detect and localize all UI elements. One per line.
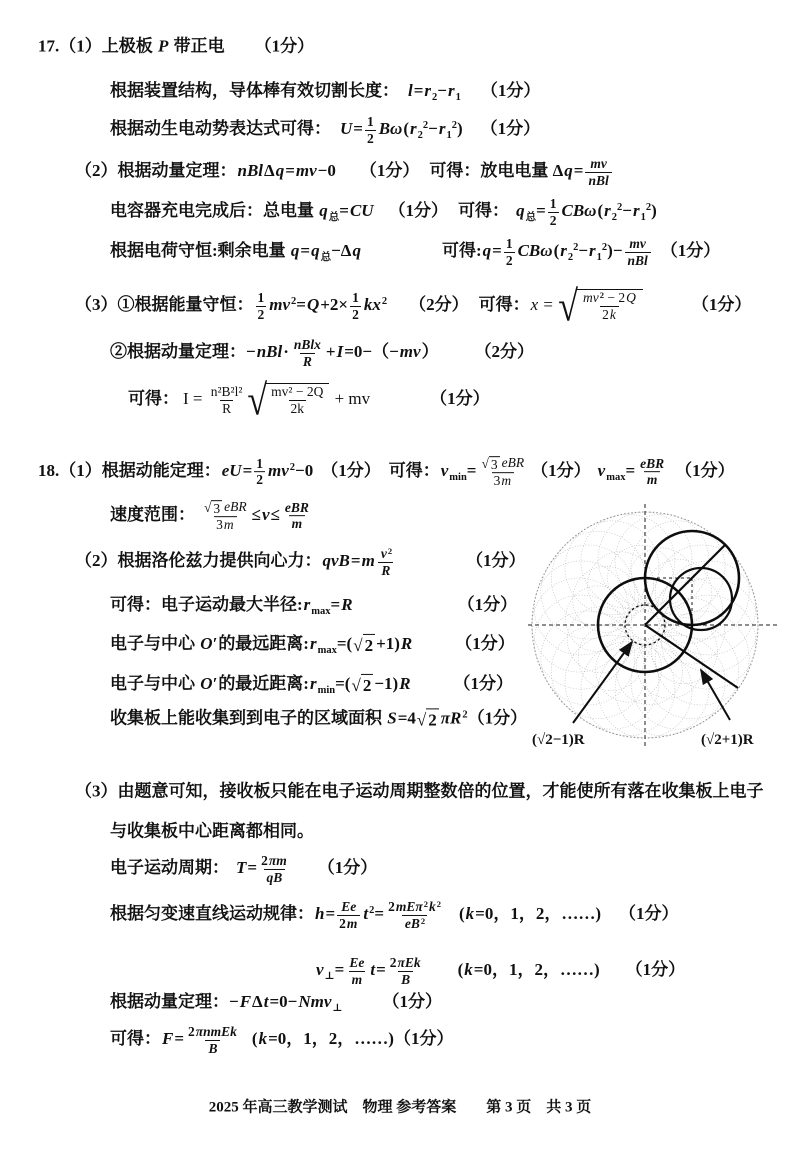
line-18-3d: 根据匀变速直线运动规律：h= $\frac{Ee}{2m}$ $t^2=$ $\frac{2mE\pi^2k^2}{eB^2}$ (k=0，1，2，……) （1分） [110,898,679,931]
line-18-2b: 可得：电子运动最大半径$:r_{max}=R$ （1分） [110,594,518,617]
line-17-3b: ②根据动量定理：−nBl· $\frac{\text{nBlx}}{R}$ +I=0−（−mv） （2分） [110,336,535,369]
faint-trajectory-circle [534,561,628,655]
line-17-2b: 电容器充电完成后：总电量 $q_总=CU$ （1分） 可得： $q_总=$ $\frac{1}{2}$ $CB\omega(r_2^2-r_1^2)$ [110,195,657,228]
line-17-2c: 根据电荷守恒:剩余电量 $q=q_总-\Delta q$ 可得:q= $\frac{1}{2}$ $CB\omega(r_2^2-r_1^2)-$ $\frac{mv}{\text{nBl}}$ （1分） [110,235,721,268]
line-17-3a: （3）①根据能量守恒： $\frac{1}{2}$ $mv^2=Q+2\times$ $\frac{1}{2}$ $kx^2$ （2分） 可得：x = √ $\frac{mv^2 - 2Q}{2k}$ （1分） [75,282,752,330]
line-17-1b: 根据装置结构，导体棒有效切割长度： $l=r_2-r_1$ （1分） [110,80,541,103]
line-17-2a: （2）根据动量定理：nBlΔq=mv−0 （1分） 可得：放电电量 Δq= $\frac{mv}{\text{nBl}}$ [75,156,614,188]
line-18-3e: $v_\perp=$ $\frac{Ee}{m}$ t= $\frac{\text{2πEk}}{B}$ (k=0，1，2，……) （1分） [316,954,686,987]
line-18-1b: 速度范围： √ 3 eBR 3m ≤v≤ $\frac{\text{eBR}}{m}$ [110,499,309,533]
label-pointer-arrow [573,642,632,723]
line-17-3c: 可得： I = $\frac{\text{n²B²l²}}{R}$ √ $\frac{\text{mv² − 2Q}}{2k}$ + mv （1分） [128,376,490,424]
line-18-3g: 可得：F= $\frac{\text{2πnmEk}}{B}$ (k=0，1，2，……)（1分） [110,1023,454,1056]
line-17-1c: 根据动生电动势表达式可得： U= $\frac{1}{2}$ $B\omega(r_2^2-r_1^2)$ （1分） [110,113,541,146]
line-18-1a: 18.（1）根据动能定理：eU= $\frac{1}{2}$ $mv^2-0$ （1分） 可得：$v_{min}=$ √ 3 eBR 3m （1分） $v_{max}=$ $\frac{\text{eBR}}{m}$ （1分） [38,455,735,489]
faint-trajectory-circle [581,514,675,608]
label-min-distance: (√2−1)R [532,732,585,748]
line-18-2a: （2）根据洛伦兹力提供向心力：qvB=m $\frac{v^2}{R}$ （1分） [75,545,526,578]
faint-trajectory-circle [662,561,756,655]
page-footer: 2025 年高三教学测试 物理 参考答案 第 3 页 共 3 页 [208,1099,592,1116]
line-18-3b: 与收集板中心距离都相同。 [110,821,314,841]
line-18-3f: 根据动量定理：−FΔt=0−Nmv$_\perp$ （1分） [110,991,442,1014]
faint-trajectory-circle [615,514,709,608]
faint-trajectory-circle [534,595,628,689]
line-18-2e: 收集板上能收集到到电子的区域面积 S=4 √ 2 $\pi R^2(1$分） [110,708,528,730]
line-17-1a: 17.（1）上极板 P 带正电 （1分） [38,36,315,56]
label-max-distance: (√2+1)R [701,732,754,748]
line-18-2d: 电子与中心 O′的最近距离$:r_{min}=$( √ 2 −1)R （1分） [110,673,514,696]
label-pointer-arrow [701,670,730,720]
radius-line [645,545,725,625]
line-18-2c: 电子与中心 O′的最远距离$:r_{max}=$( √ 2 +1)R （1分） [110,633,515,656]
electron-trajectory-figure [520,496,790,758]
line-18-3c: 电子运动周期： T= $\frac{2\pi m}{qB}$ （1分） [110,852,378,885]
line-18-3a: （3）由题意可知，接收板只能在电子运动周期整数倍的位置，才能使所有落在收集板上电子 [75,781,764,801]
faint-trajectory-circle [662,595,756,689]
faint-trajectory-circle [581,642,675,736]
figure-main-group [528,504,778,748]
electron-trajectory-circle [670,568,732,630]
